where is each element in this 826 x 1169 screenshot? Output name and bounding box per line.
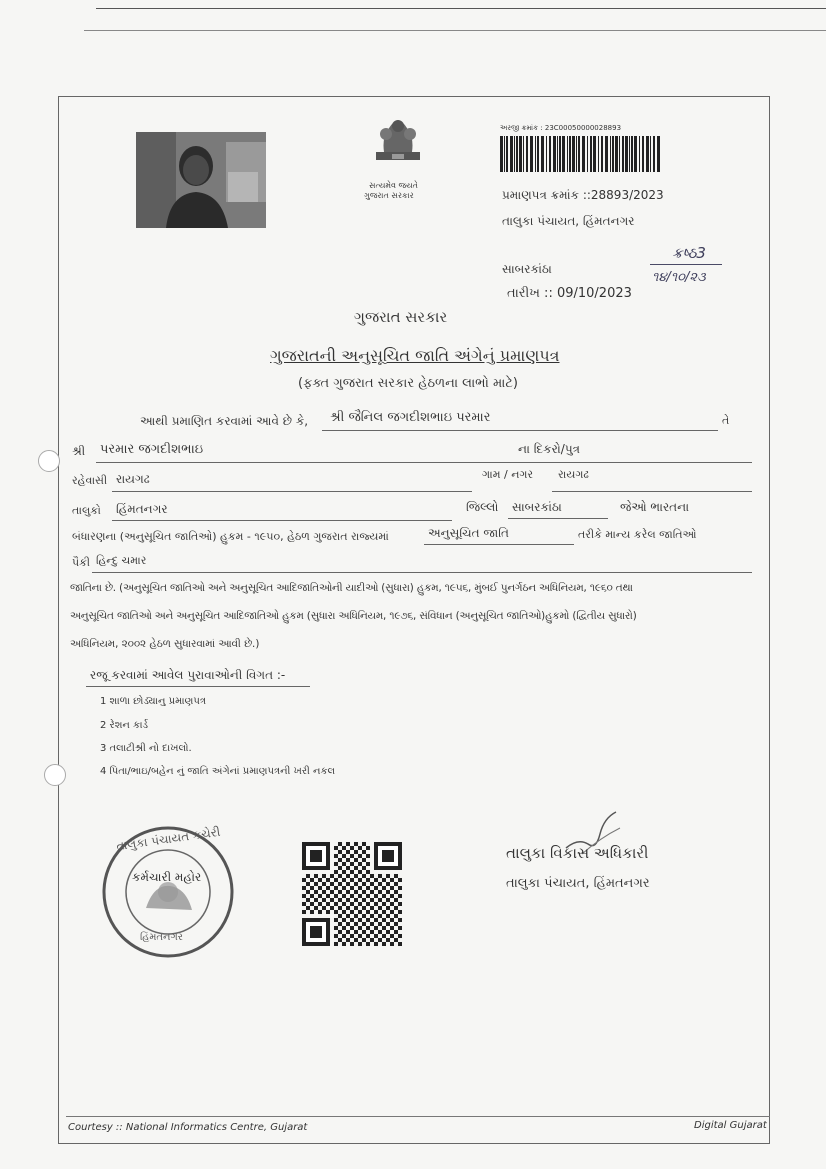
- seal-top-text: તાલુકા પંચાયત કચેરી: [115, 824, 222, 854]
- certificate-heading: ગુજરાતની અનુસૂચિત જાતિ અંગેનું પ્રમાણપત્ર: [270, 346, 560, 365]
- caste-category-line: [424, 544, 574, 545]
- certificate-number: પ્રમાણપત્ર ક્રમાંક ::28893/2023: [502, 188, 664, 202]
- barcode-icon: [500, 136, 660, 172]
- legal-paragraph-line-2: અનુસૂચિત જાતિઓ અને અનુસૂચિત આદિજાતિઓ હુકમ (સુધારા અધિનિયમ, ૧૯૭૬, સંવિધાન (અનુસૂચિત જાતિઓ)હુકમો (દ્વિતીય સુધારો): [70, 610, 637, 622]
- order-suffix: તરીકે માન્ય કરેલ જાતિઓ: [578, 528, 697, 541]
- issuing-office: તાલુકા પંચાયત, હિંમતનગર: [502, 214, 635, 228]
- evidence-item: 4 પિતા/ભાઇ/બહેન નું જાતિ અંગેનાં પ્રમાણપત્રની ખરી નકલ: [100, 766, 336, 777]
- government-title: ગુજરાત સરકાર: [354, 308, 448, 326]
- footer-rule: [66, 1116, 770, 1117]
- signatory-title: તાલુકા વિકાસ અધિકારી: [506, 844, 649, 862]
- scan-edge-top: [96, 8, 826, 9]
- evidence-heading: રજૂ કરવામાં આવેલ પુરાવાઓની વિગત :-: [90, 668, 286, 682]
- seal-middle-text: કર્મચારી મહોર: [132, 870, 202, 884]
- handwritten-mark: ક્રષ્ઠ3: [672, 244, 706, 262]
- caste-line: [92, 572, 752, 573]
- name-suffix: તે: [722, 414, 730, 427]
- applicant-name: શ્રી જૈનિલ જગદીશભાઇ પરમાર: [330, 410, 491, 425]
- evidence-heading-underline: [86, 686, 310, 687]
- legal-paragraph-line-1: જાતિના છે. (અનુસૂચિત જાતિઓ અને અનુસૂચિત આદિજાતિઓની યાદીઓ (સુધારા) હુકમ, ૧૯૫૬, મુંબઈ પુનર્ગઠન અધિનિયમ, ૧૯૬૦ તથા: [70, 582, 633, 594]
- caste-prefix: પૈકી: [72, 556, 91, 569]
- caste-category: અનુસૂચિત જાતિ: [428, 526, 509, 540]
- district-suffix: જેઓ ભારતના: [620, 500, 690, 514]
- village-value: રાયગઢ: [558, 468, 589, 481]
- certify-prefix: આથી પ્રમાણિત કરવામાં આવે છે કે,: [140, 414, 309, 428]
- punch-hole-top: [38, 450, 60, 472]
- shri-label: શ્રી: [72, 444, 86, 458]
- evidence-item: 3 તલાટીશ્રી નો દાખલો.: [100, 743, 192, 754]
- emblem-caption-1: સત્યમેવ જયતે: [369, 181, 418, 190]
- village-label: ગામ / નગર: [482, 468, 534, 481]
- caste-value: હિન્દુ ચમાર: [96, 554, 147, 567]
- son-daughter-label: ના દિકરો/પુત્ર: [518, 442, 581, 456]
- resident-label: રહેવાસી: [72, 474, 108, 487]
- order-text: બંધારણના (અનુસૂચિત જાતિઓ) હુકમ - ૧૯૫૦, હેઠળ ગુજરાત રાજ્યમાં: [72, 530, 389, 543]
- district-value: સાબરકાંઠા: [512, 500, 562, 514]
- applicant-photo: [136, 132, 266, 228]
- taluka-line: [112, 520, 452, 521]
- district-line: [508, 518, 608, 519]
- issue-date: તારીખ :: 09/10/2023: [507, 286, 632, 301]
- punch-hole-bottom: [44, 764, 66, 786]
- taluka-value: હિંમતનગર: [116, 502, 168, 516]
- evidence-item: 1 શાળા છોડ્યાનુ પ્રમાણપત્ર: [100, 696, 206, 707]
- handwritten-underline: [650, 264, 722, 265]
- name-line: [322, 430, 718, 431]
- handwritten-date: ૧૪/૧૦/૨૩: [652, 270, 706, 285]
- legal-paragraph-line-3: અધિનિયમ, ૨૦૦૨ હેઠળ સુધારવામાં આવી છે.): [70, 638, 260, 650]
- certificate-subheading: (ફક્ત ગુજરાત સરકાર હેઠળના લાભો માટે): [298, 376, 518, 391]
- taluka-label: તાલુકો: [72, 504, 101, 517]
- village-line: [552, 491, 752, 492]
- emblem-caption-2: ગુજરાત સરકાર: [364, 191, 414, 200]
- issuing-district: સાબરકાંઠા: [502, 262, 552, 276]
- father-name: પરમાર જગદીશભાઇ: [100, 442, 204, 457]
- resident-value: રાયગઢ: [116, 472, 150, 486]
- footer-digital-gujarat: Digital Gujarat: [694, 1120, 767, 1131]
- scan-edge-line: [84, 30, 826, 31]
- district-label: જિલ્લો: [466, 500, 499, 514]
- father-name-line: [96, 462, 752, 463]
- qr-code-icon: [302, 842, 402, 946]
- resident-line: [112, 491, 472, 492]
- footer-courtesy: Courtesy :: National Informatics Centre, Gujarat: [68, 1122, 308, 1133]
- evidence-item: 2 રેશન કાર્ડ: [100, 720, 149, 731]
- reference-number: અરજી ક્રમાંક : 23C00050000028893: [500, 124, 622, 132]
- signatory-office: તાલુકા પંચાયત, હિંમતનગર: [506, 876, 650, 891]
- national-emblem-icon: [362, 108, 434, 178]
- seal-bottom-text: હિંમતનગર: [140, 932, 183, 943]
